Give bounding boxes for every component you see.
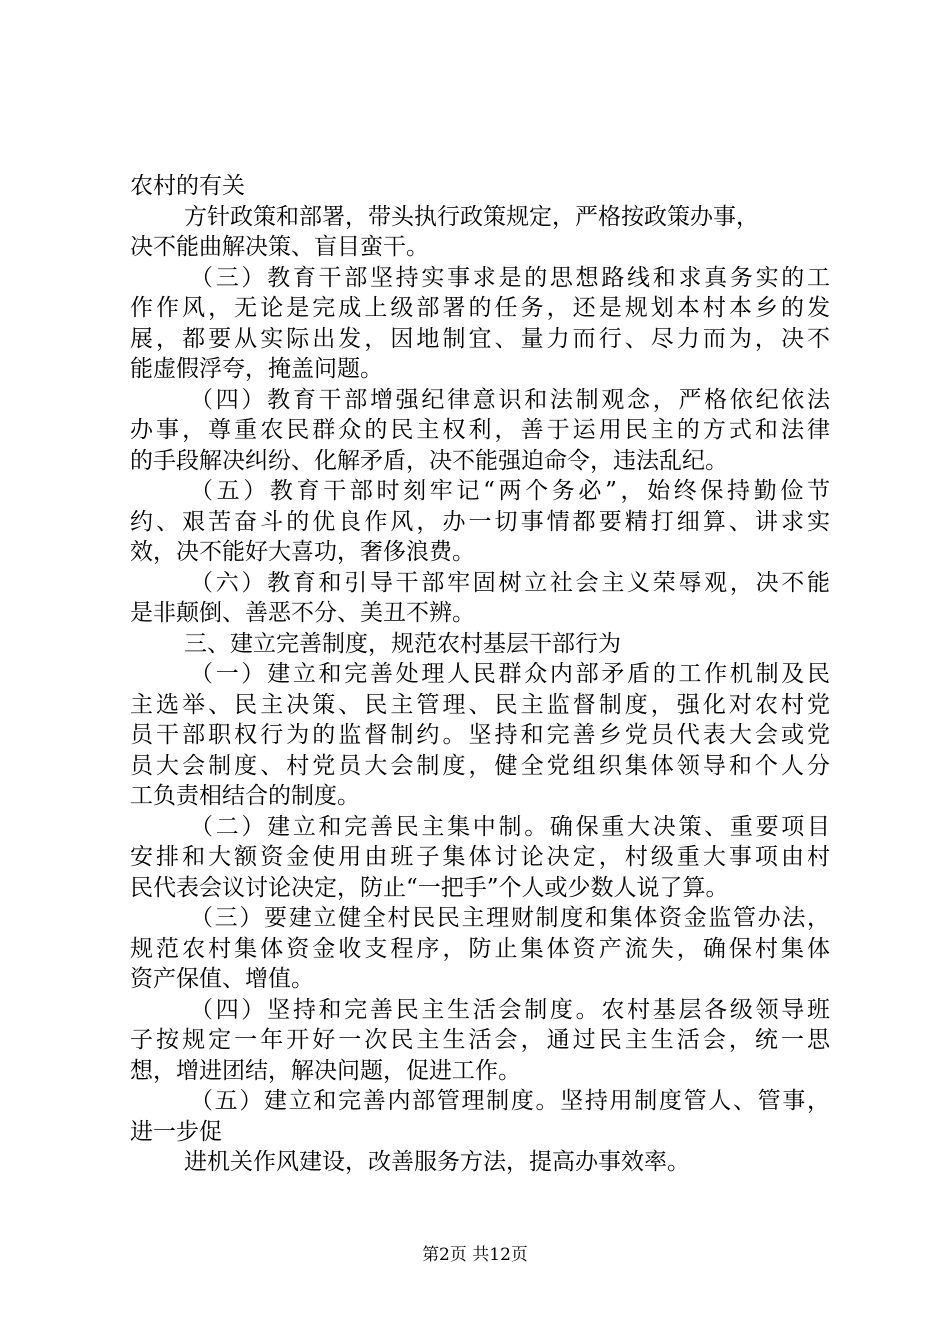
text-line: 工负责相结合的制度。 (130, 783, 360, 809)
text-line: 员大会制度、村党员大会制度，健全党组织集体领导和个人分 (130, 752, 830, 779)
text-line: 是非颠倒、善恶不分、美丑不辨。 (130, 600, 475, 626)
text-line: 子按规定一年开好一次民主生活会，通过民主生活会，统一思 (130, 1027, 830, 1053)
text-line: （六）教育和引导干部牢固树立社会主义荣辱观，决不能 (190, 569, 830, 596)
page-footer: 第2页 共12页 (422, 1245, 528, 1265)
text-line: （一）建立和完善处理人民群众内部矛盾的工作机制及民 (190, 661, 830, 687)
text-line: （三）教育干部坚持实事求是的思想路线和求真务实的工 (190, 264, 830, 291)
text-line: （三）要建立健全村民民主理财制度和集体资金监管办法， (190, 905, 830, 931)
text-line: 民代表会议讨论决定，防止“一把手”个人或少数人说了算。 (130, 874, 729, 901)
text-line: 想，增进团结，解决问题，促进工作。 (130, 1057, 521, 1084)
text-line: 方针政策和部署，带头执行政策规定，严格按政策办事， (184, 203, 759, 230)
text-line: 规范农村集体资金收支程序，防止集体资产流失，确保村集体 (130, 935, 830, 962)
text-line: （二）建立和完善民主集中制。确保重大决策、重要项目 (190, 813, 830, 840)
text-line: （五）建立和完善内部管理制度。坚持用制度管人、管事， (190, 1088, 830, 1114)
text-line: 农村的有关 (130, 173, 245, 199)
text-line: 资产保值、增值。 (130, 966, 314, 992)
text-line: 决不能曲解决策、盲目蛮干。 (130, 234, 429, 260)
text-line: 作作风，无论是完成上级部署的任务，还是规划本村本乡的发 (130, 295, 830, 321)
text-line: 安排和大额资金使用由班子集体讨论决定，村级重大事项由村 (130, 844, 830, 870)
text-line: 办事，尊重农民群众的民主权利，善于运用民主的方式和法律 (130, 417, 830, 443)
text-line: 的手段解决纠纷、化解矛盾，决不能强迫命令，违法乱纪。 (130, 447, 728, 474)
document-body (130, 171, 830, 1178)
text-line: 效，决不能好大喜功，奢侈浪费。 (130, 539, 475, 565)
text-line: （四）教育干部增强纪律意识和法制观念，严格依纪依法 (190, 386, 830, 413)
text-line: 主选举、民主决策、民主管理、民主监督制度，强化对农村党 (130, 691, 830, 718)
text-line: 约、艰苦奋斗的优良作风，办一切事情都要精打细算、讲求实 (130, 508, 830, 535)
text-line: 展，都要从实际出发，因地制宜、量力而行、尽力而为，决不 (130, 325, 830, 352)
text-line: （四）坚持和完善民主生活会制度。农村基层各级领导班 (190, 996, 830, 1023)
text-line: 进机关作风建设，改善服务方法，提高办事效率。 (184, 1149, 690, 1175)
section-heading: 三、建立完善制度，规范农村基层干部行为 (184, 630, 621, 657)
text-line: 能虚假浮夸，掩盖问题。 (130, 356, 383, 382)
text-line: （五）教育干部时刻牢记“两个务必”，始终保持勤俭节 (190, 478, 830, 504)
text-line: 员干部职权行为的监督制约。坚持和完善乡党员代表大会或党 (130, 722, 830, 748)
text-line: 进一步促 (130, 1118, 222, 1145)
